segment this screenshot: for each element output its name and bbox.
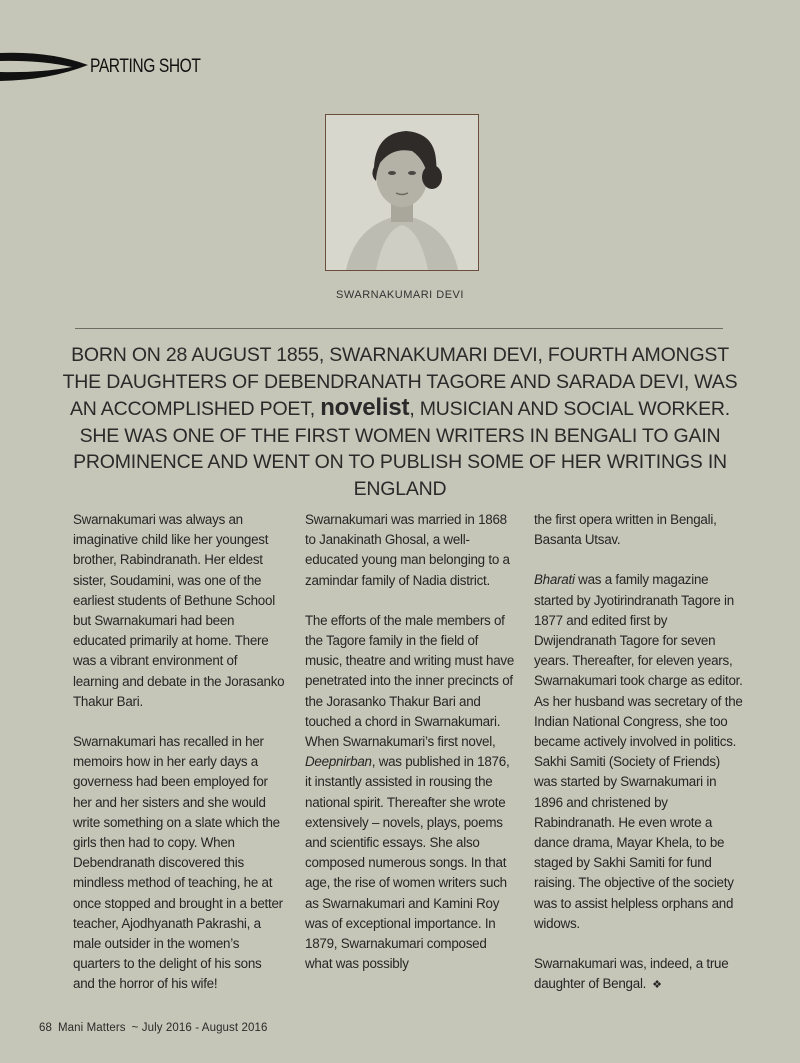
headline-emphasis: novelist — [320, 394, 410, 421]
paragraph: Swarnakumari was always an imaginative child like her youngest brother, Rabindranath. Her eldest sister, Soudamini, was one of the earliest students of Bethune School but Swarnakumari had been educated primarily at home. There was a vibrant environment of learning and debate in the Jorasanko Thakur Bari. — [73, 512, 285, 709]
novel-title: Deepnirban — [305, 754, 372, 770]
article-column-2 — [305, 510, 517, 994]
article-column-3 — [534, 510, 746, 1015]
page-number: 68 — [39, 1022, 52, 1034]
section-swoosh-icon — [0, 50, 95, 84]
paragraph: Swarnakumari has recalled in her memoirs how in her early days a governess had been employed for her and her sisters and she would write something on a slate which the girls then had to copy. When Debendranath discovered this mindless method of teaching, he at once stopped and brought in a better teacher, Ajodhyanath Pakrashi, a male outsider in the women’s quarters to the delight of his sons and the horror of his wife! — [73, 734, 283, 992]
end-mark-icon: ❖ — [652, 979, 662, 992]
issue-dates: ~ July 2016 - August 2016 — [131, 1022, 268, 1034]
paragraph — [534, 954, 746, 995]
photo-caption: SWARNAKUMARI DEVI — [336, 289, 464, 301]
paragraph-text: was a family magazine started by Jyotirindranath Tagore in 1877 and edited first by Dwijendranath Tagore for seven years. Thereafter, for eleven years, Swarnakumari took charge as editor. As her husband was secretary of the Indian National Congress, she too became actively involved in politics. Sakhi Samiti (Society of Friends) was started by Swarnakumari in 1896 and christened by Rabindranath. He even wrote a dance drama, Mayar Khela, to be staged by Sakhi Samiti for fund raising. The objective of the society was to assist helpless orphans and widows. — [534, 572, 743, 931]
paragraph — [305, 611, 517, 975]
magazine-name: Mani Matters — [58, 1022, 126, 1034]
paragraph — [534, 570, 746, 934]
divider-rule — [75, 328, 723, 329]
paragraph-text: The efforts of the male members of the Tagore family in the field of music, theatre and writing must have penetrated into the inner precincts of the Jorasanko Thakur Bari and touched a chord in Swarnakumari. When Swarnakumari’s first novel, — [305, 612, 515, 750]
section-tag — [0, 50, 260, 84]
paragraph-text: , was published in 1876, it instantly assisted in rousing the national spirit. Thereafter she wrote extensively – novels, plays, poems and scientific essays. She also composed numerous songs. In that age, the rise of women writers such as Swarnakumari and Kamini Roy was of exceptional importance. In 1879, Swarnakumari composed what was possibly — [305, 754, 510, 972]
paragraph: Swarnakumari was married in 1868 to Janakinath Ghosal, a well-educated young man belonging to a zamindar family of Nadia district. — [305, 512, 510, 588]
section-label: PARTING SHOT — [90, 56, 201, 77]
headline — [60, 342, 740, 502]
article-column-1 — [73, 510, 285, 1015]
paragraph: the first opera written in Bengali, Basanta Utsav. — [534, 512, 717, 548]
page-footer — [39, 1022, 273, 1034]
magazine-title: Bharati — [534, 572, 575, 588]
headline-text-start: BORN ON 28 AUGUST 1855, SWARNAKUMARI DEVI, FOURTH AMONGST THE DAUGHTERS OF DEBENDRANATH TAGORE AND SARADA DEVI, WAS AN ACCOMPLISHED POET, — [62, 344, 738, 420]
portrait-photo — [325, 114, 479, 271]
headline-text-end: , MUSICIAN AND SOCIAL WORKER. SHE WAS ONE OF THE FIRST WOMEN WRITERS IN BENGALI TO GAIN PROMINENCE AND WENT ON TO PUBLISH SOME OF HER WRITINGS IN ENGLAND — [73, 398, 731, 500]
paragraph-text: Swarnakumari was, indeed, a true daughter of Bengal. — [534, 956, 729, 992]
